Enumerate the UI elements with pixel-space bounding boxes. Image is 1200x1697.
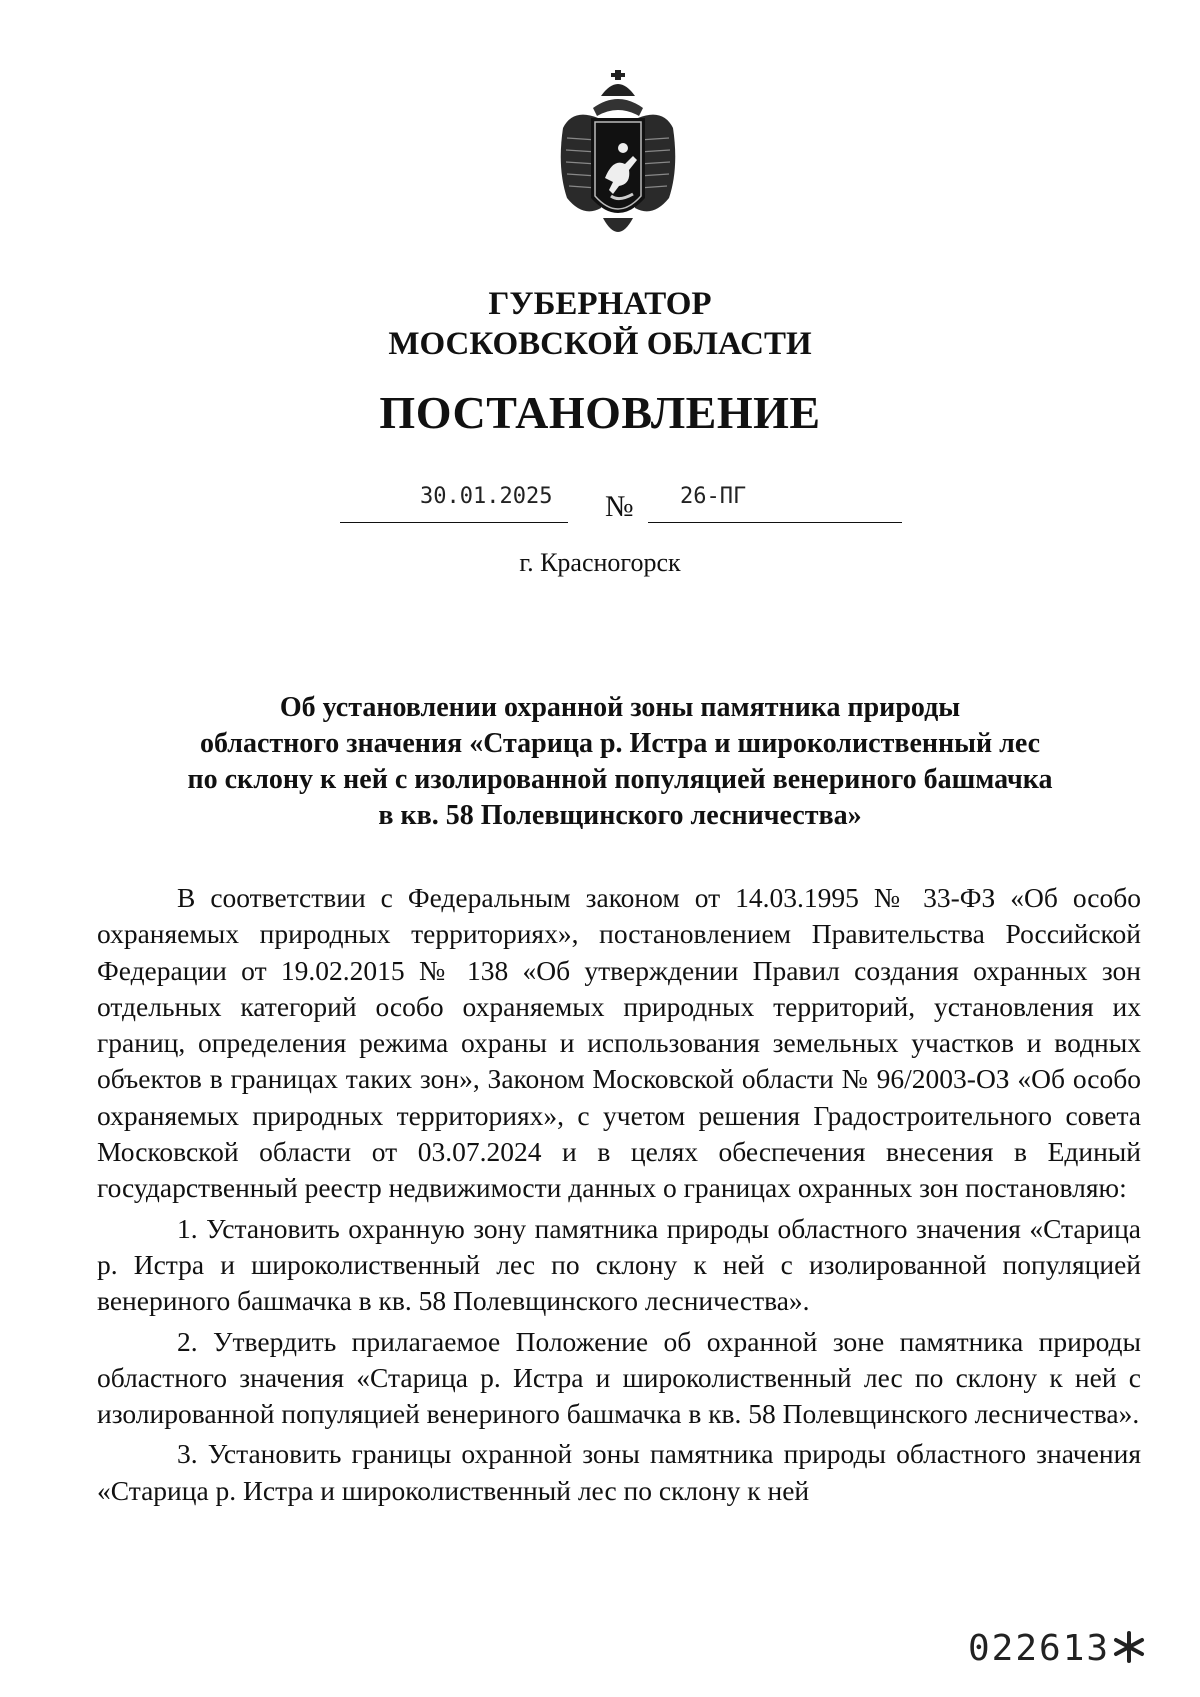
item-3-paragraph: 3. Установить границы охранной зоны памятника природы областного значения «Старица р. Истра и широколиственный лес по склону к ней: [97, 1438, 1141, 1506]
number-underline: [648, 522, 902, 523]
authority-line-2: МОСКОВСКОЙ ОБЛАСТИ: [388, 326, 812, 362]
document-type: ПОСТАНОВЛЕНИЕ: [379, 387, 821, 438]
item-1-paragraph: 1. Установить охранную зону памятника природы областного значения «Старица р. Истра и широколиственный лес по склону к ней с изолированной популяцией венериного башмачка в кв. 58 Полевщинского лесничества».: [97, 1212, 1141, 1317]
authority-line-1: ГУБЕРНАТОР: [488, 286, 712, 322]
preamble-paragraph: В соответствии с Федеральным законом от 14.03.1995 № 33-ФЗ «Об особо охраняемых природных территориях», постановлением Правительства Российской Федерации от 19.02.2015 № 138 «Об утверждении Правил создания охранных зон отдельных категорий особо охраняемых природных территорий, установления их границ, определения режима охраны и использования земельных участков и водных объектов в границах таких зон», Законом Московской области № 96/2003-ОЗ «Об особо охраняемых природных территориях», с учетом решения Градостроительного совета Московской области от 03.07.2024 и в целях обеспечения внесения в Единый государственный реестр недвижимости данных о границах охранных зон постановляю:: [97, 882, 1141, 1204]
coat-of-arms-icon: [553, 68, 683, 248]
title-line-3: по склону к ней с изолированной популяцией венериного башмачка: [187, 764, 1053, 795]
asterisk-star-icon: [1112, 1630, 1146, 1664]
serial-number: 022613: [968, 1628, 1111, 1669]
authority-name: [0, 284, 1200, 364]
title-line-4: в кв. 58 Полевщинского лесничества»: [378, 800, 862, 831]
document-date: 30.01.2025: [420, 484, 553, 509]
title-line-2: областного значения «Старица р. Истра и широколиственный лес: [199, 728, 1041, 759]
city: г. Красногорск: [519, 548, 681, 577]
number-sign: №: [605, 490, 634, 523]
title-line-1: Об установлении охранной зоны памятника природы: [279, 692, 961, 723]
item-2-paragraph: 2. Утвердить прилагаемое Положение об охранной зоне памятника природы областного значения «Старица р. Истра и широколиственный лес по склону к ней с изолированной популяцией венериного башмачка в кв. 58 Полевщинского лесничества».: [97, 1325, 1141, 1430]
document-number: 26-ПГ: [680, 484, 747, 509]
date-underline: [340, 522, 568, 523]
document-body: [97, 880, 1141, 1509]
document-title: [170, 690, 1070, 834]
